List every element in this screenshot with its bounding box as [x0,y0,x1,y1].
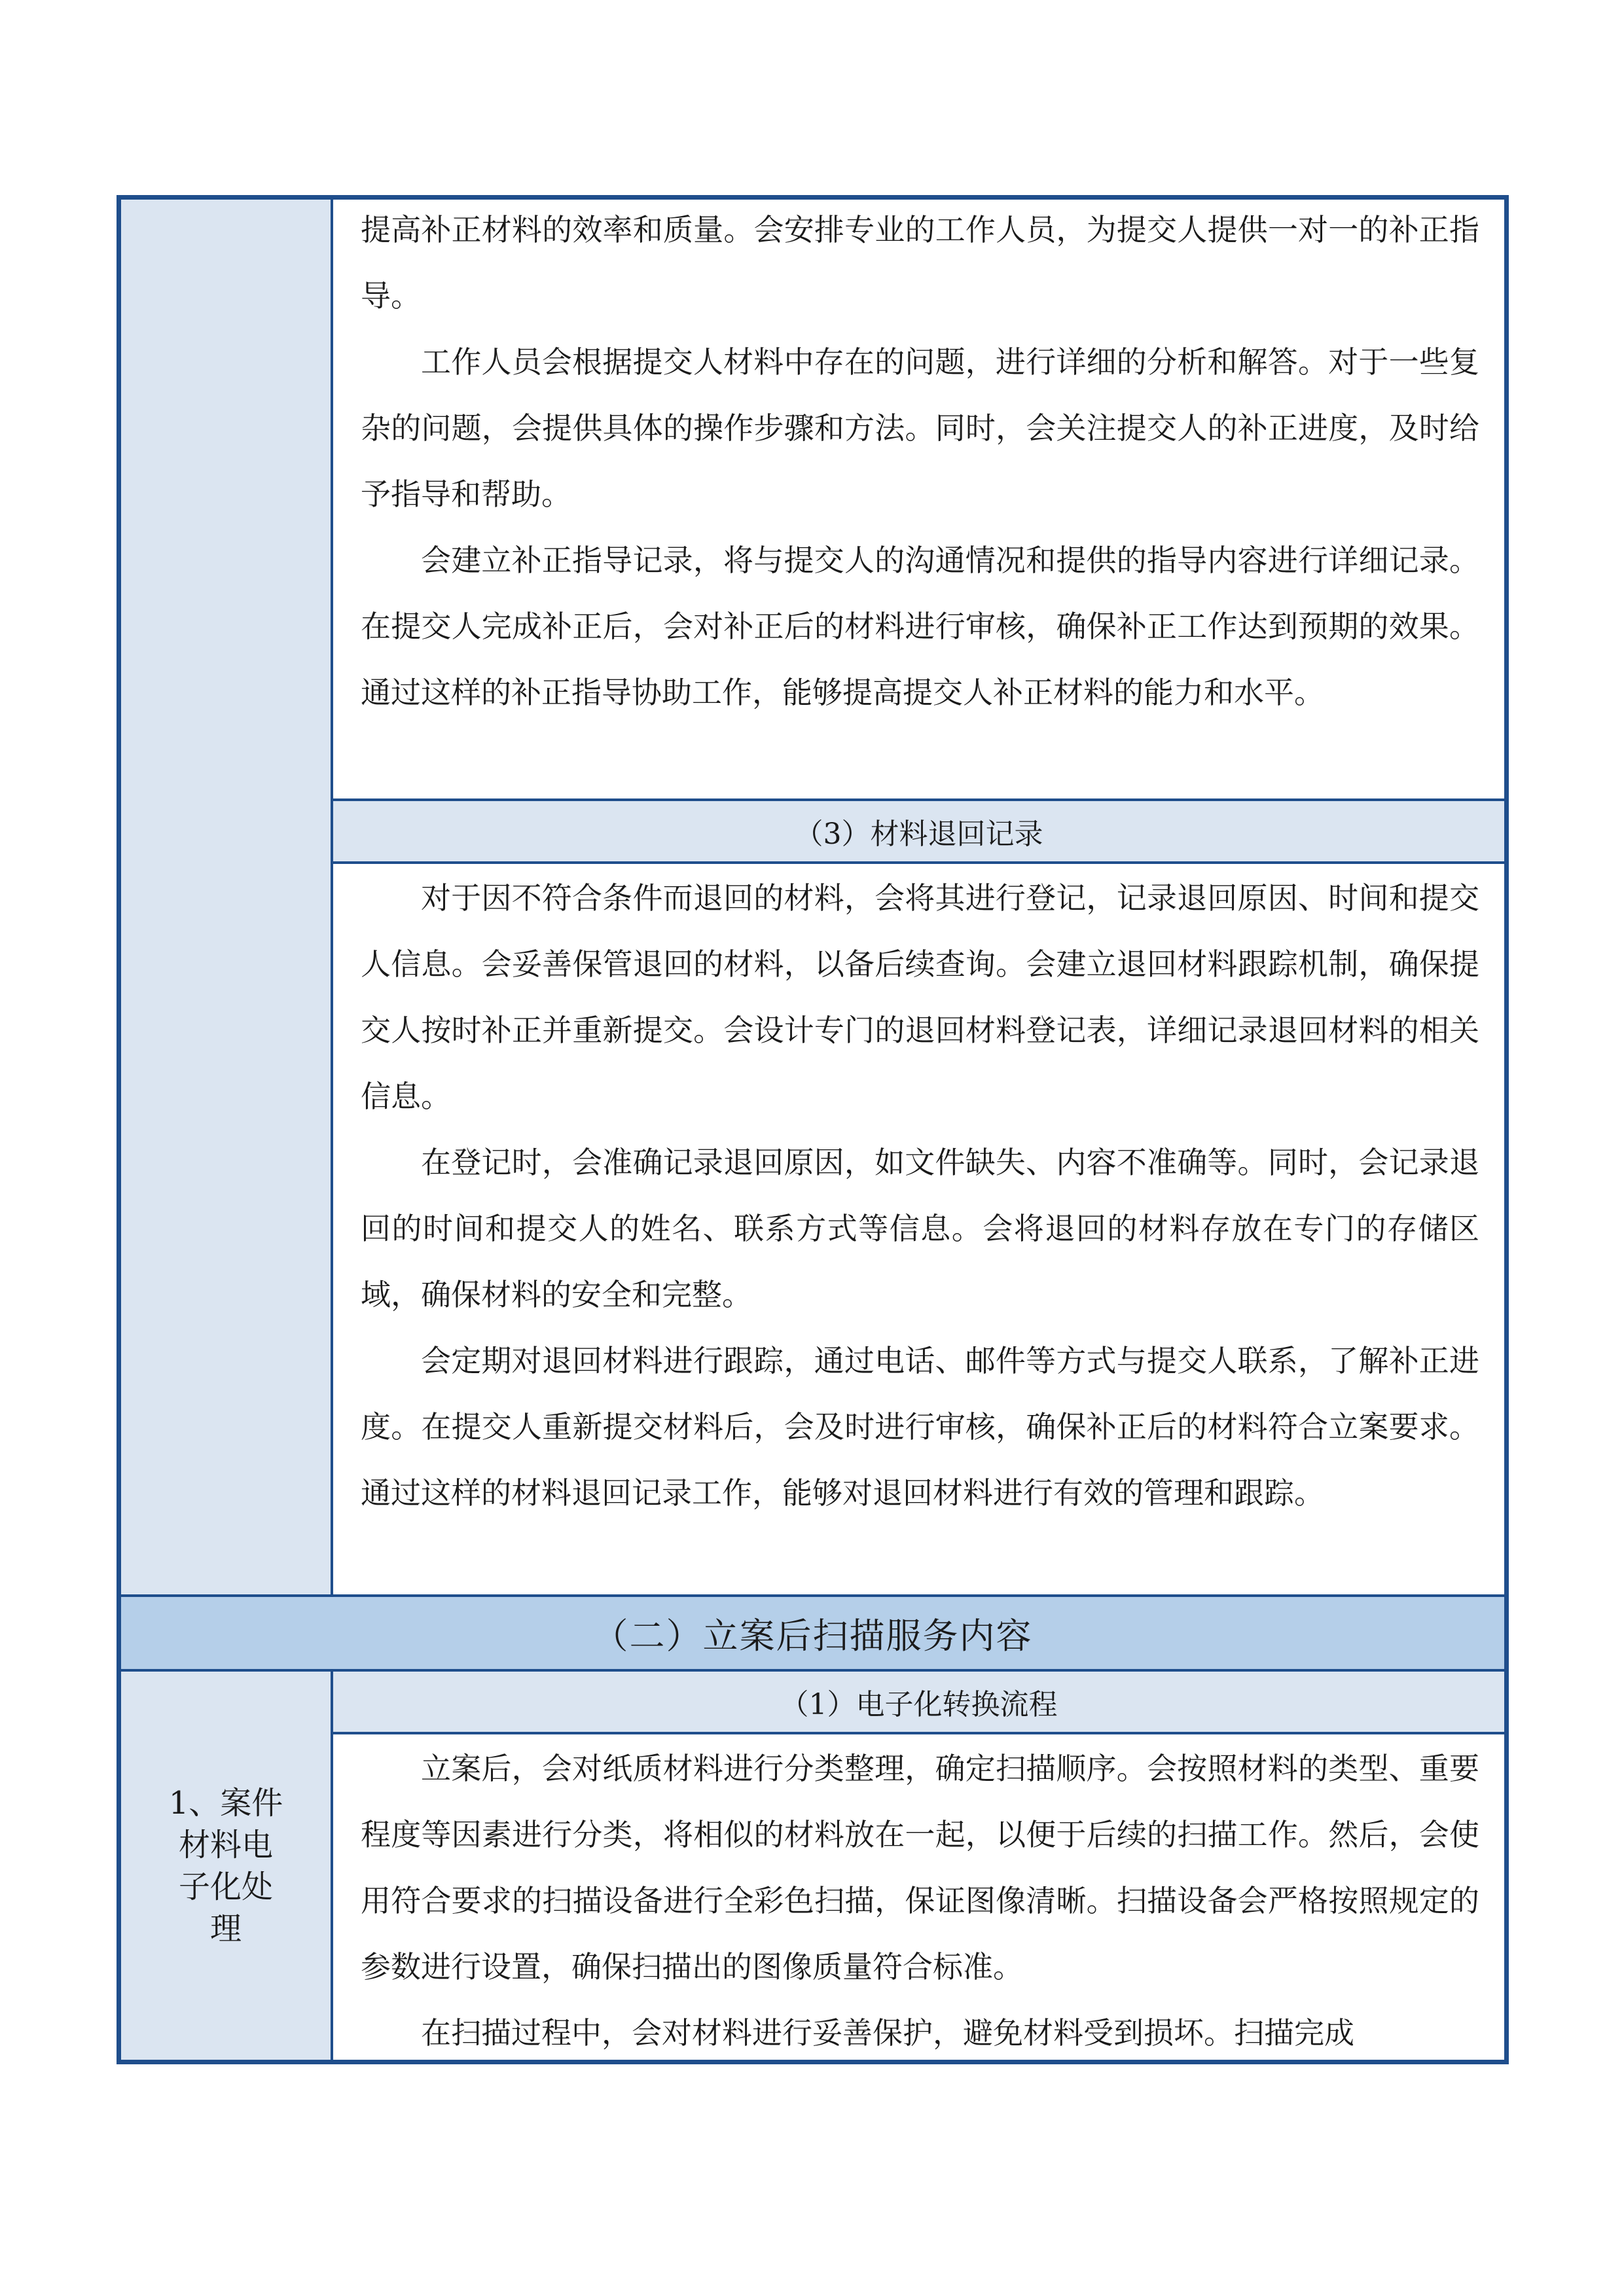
subsection-heading-text: （1）电子化转换流程 [780,1688,1058,1721]
row-divider [331,798,1504,801]
subsection-heading-1 [333,1672,1504,1732]
row-divider [331,1732,1504,1734]
subsection-heading-3 [333,801,1504,861]
paragraph: 会定期对退回材料进行跟踪，通过电话、邮件等方式与提交人联系，了解补正进度。在提交人重新提交材料后，会及时进行审核，确保补正后的材料符合立案要求。通过这样的材料退回记录工作，能够对退回材料进行有效的管理和跟踪。 [361,1343,1479,1511]
paragraph: 工作人员会根据提交人材料中存在的问题，进行详细的分析和解答。对于一些复杂的问题，会提供具体的操作步骤和方法。同时，会关注提交人的补正进度，及时给予指导和帮助。 [361,344,1479,512]
section-title-bar [121,1597,1504,1669]
column-divider-upper [331,200,333,1594]
section-title: （二）立案后扫描服务内容 [592,1615,1033,1657]
block2-text [361,865,1479,1526]
column-divider-lower [331,1669,333,2060]
row-divider [331,861,1504,864]
row-divider [121,1669,1504,1672]
row-divider [121,1594,1504,1597]
paragraph: 在扫描过程中，会对材料进行妥善保护，避免材料受到损坏。扫描完成 [421,2015,1354,2051]
paragraph: 会建立补正指导记录，将与提交人的沟通情况和提供的指导内容进行详细记录。在提交人完成补正后，会对补正后的材料进行审核，确保补正工作达到预期的效果。通过这样的补正指导协助工作，能够提高提交人补正材料的能力和水平。 [361,543,1479,710]
subsection-heading-text: （3）材料退回记录 [794,817,1043,851]
block3-text [361,1736,1479,2066]
paragraph: 在登记时，会准确记录退回原因，如文件缺失、内容不准确等。同时，会记录退回的时间和提交人的姓名、联系方式等信息。会将退回的材料存放在专门的存储区域，确保材料的安全和完整。 [361,1145,1479,1312]
content-table [117,195,1509,2064]
block1-text [361,200,1479,726]
paragraph: 立案后，会对纸质材料进行分类整理，确定扫描顺序。会按照材料的类型、重要程度等因素进行分类，将相似的材料放在一起，以便于后续的扫描工作。然后，会使用符合要求的扫描设备进行全彩色扫描，保证图像清晰。扫描设备会严格按照规定的参数进行设置，确保扫描出的图像质量符合标准。 [361,1751,1479,1984]
row-label-text: 1、案件材料电子化处理 [168,1784,283,1947]
left-column-upper [121,200,331,1594]
paragraph: 提高补正材料的效率和质量。会安排专业的工作人员，为提交人提供一对一的补正指导。 [361,212,1479,314]
paragraph: 对于因不符合条件而退回的材料，会将其进行登记，记录退回原因、时间和提交人信息。会妥善保管退回的材料，以备后续查询。会建立退回材料跟踪机制，确保提交人按时补正并重新提交。会设计专门的退回材料登记表，详细记录退回材料的相关信息。 [361,880,1479,1114]
row-label [121,1672,331,2060]
